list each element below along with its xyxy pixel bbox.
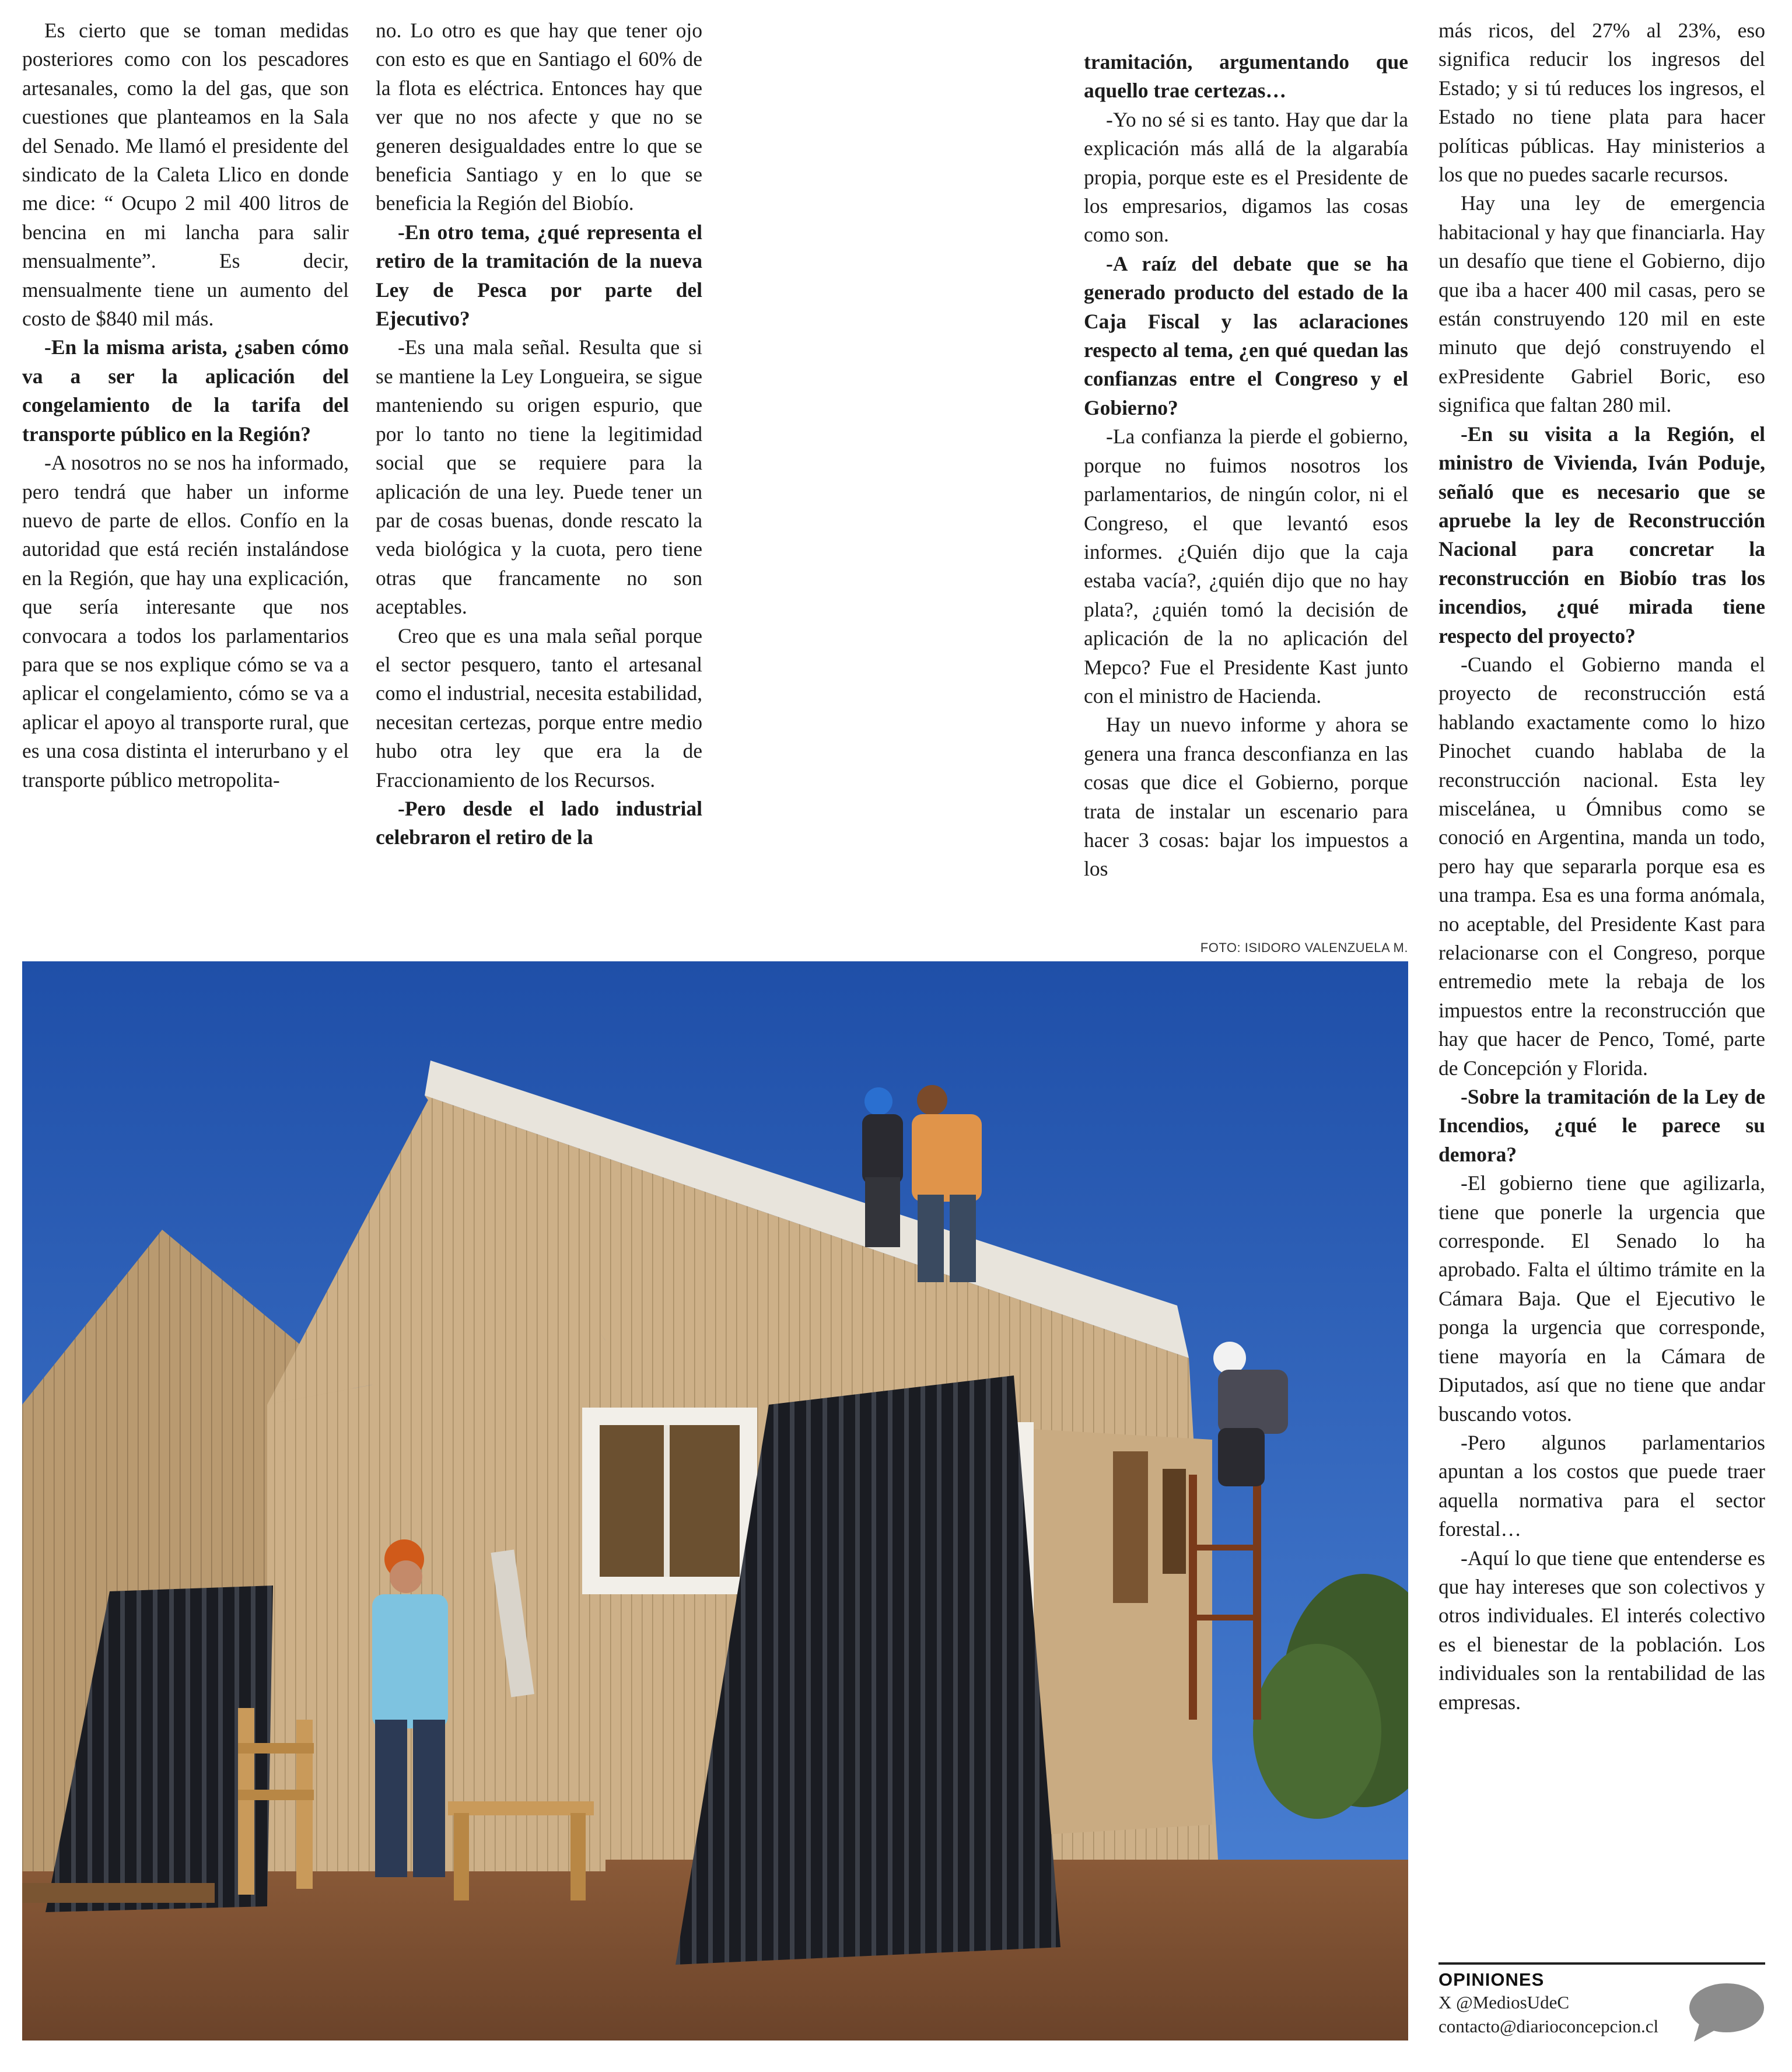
body-paragraph: Es cierto que se toman medidas posteriores como con los pescadores artesanales, como la del gas, que son cuestiones que planteamos en la Sala del Senado. Me llamó el presidente del sindicato de la Caleta Llico en donde me dice: “ Ocupo 2 mil 400 litros de bencina en mi lancha para salir mensualmente”. Es decir, mensualmente tiene un aumento del costo de $840 mil más. — [22, 19, 349, 331]
opinions-footer — [1438, 1962, 1765, 2038]
footer-email[interactable]: contacto@diarioconcepcion.cl — [1438, 2016, 1659, 2036]
question-paragraph: -Sobre la tramitación de la Ley de Incendios, ¿qué le parece su demora? — [1438, 1085, 1765, 1166]
body-paragraph: -Yo no sé si es tanto. Hay que dar la explicación más allá de la algarabía propia, porque este es el Presidente de los empresarios, digamos las cosas como son. — [1084, 107, 1408, 247]
body-paragraph: Creo que es una mala señal porque el sector pesquero, tanto el artesanal como el industrial, necesita estabilidad, necesitan certezas, porque entre medio hubo otra ley que era la de Fraccionamiento de los Recursos. — [376, 624, 702, 792]
body-paragraph: Hay un nuevo informe y ahora se genera una franca desconfianza en las cosas que dice el Gobierno, porque trata de instalar un escenario para hacer 3 cosas: bajar los impuestos a los — [1084, 713, 1408, 881]
question-paragraph: -En su visita a la Región, el ministro de Vivienda, Iván Poduje, señaló que es necesario que se apruebe la ley de Reconstrucción Nacional para concretar la reconstrucción en Biobío tras los incendios, ¿qué mirada tiene respecto del proyecto? — [1438, 422, 1765, 648]
body-paragraph: más ricos, del 27% al 23%, eso significa reducir los ingresos del Estado; y si tú reduces los ingresos, el Estado no tiene plata para hacer políticas públicas. Hay ministerios a los que no puedes sacarle recursos. — [1438, 19, 1765, 187]
body-paragraph: -Aquí lo que tiene que entenderse es que hay intereses que son colectivos y otros individuales. El interés colectivo es el bienestar de la población. Los individuales son la rentabilidad de las empresas. — [1438, 1546, 1765, 1714]
photo-credit: FOTO: ISIDORO VALENZUELA M. — [1200, 940, 1408, 955]
question-paragraph: tramitación, argumentando que aquello trae certezas… — [1084, 50, 1408, 103]
body-paragraph: -Es una mala señal. Resulta que si se mantiene la Ley Longueira, se sigue manteniendo su origen espurio, que por lo tanto no tiene la legitimidad social que se requiere para la aplicación de una ley. Puede tener un par de cosas buenas, donde rescato la veda biológica y la cuota, pero tiene otras que francamente no son aceptables. — [376, 335, 702, 619]
body-paragraph: Hay una ley de emergencia habitacional y hay que financiarla. Hay un desafío que tiene el Gobierno, dijo que iba a hacer 400 mil casas, pero se están construyendo 120 mil en este minuto que dejó construyendo el exPresidente Gabriel Boric, eso significa que faltan 280 mil. — [1438, 191, 1765, 417]
article-column-2 — [376, 16, 702, 852]
body-paragraph: -A nosotros no se nos ha informado, pero tendrá que haber un informe nuevo de parte de ellos. Confío en la autoridad que está recién instalándose en la Región, que hay una explicación, que sería interesante que nos convocara a todos los parlamentarios para que se nos explique cómo se va a aplicar el congelamiento, cómo se va a aplicar el apoyo al transporte rural, que es una cosa distinta el interurbano y el transporte público metropolita- — [22, 451, 349, 792]
article-column-4 — [1438, 16, 1765, 1717]
question-paragraph: -En la misma arista, ¿saben cómo va a ser la aplicación del congelamiento de la tarifa del transporte público en la Región? — [22, 335, 349, 446]
article-column-1 — [22, 16, 349, 794]
body-paragraph: -El gobierno tiene que agilizarla, tiene que ponerle la urgencia que corresponde. El Senado lo ha aprobado. Falta el último trámite en la Cámara Baja. Que el Ejecutivo le ponga la urgencia que corresponde, tiene mayoría en la Cámara de Diputados, así que no tiene que andar buscando votos. — [1438, 1171, 1765, 1426]
question-paragraph: -Pero desde el lado industrial celebraron el retiro de la — [376, 796, 702, 849]
article-column-3 — [1084, 48, 1408, 884]
body-paragraph: no. Lo otro es que hay que tener ojo con esto es que en Santiago el 60% de la flota es eléctrica. Entonces hay que ver que no nos afecte y que no se generen desigualdades entre lo que se beneficia Santiago y en lo que se beneficia la Región del Biobío. — [376, 19, 702, 215]
body-paragraph: -Pero algunos parlamentarios apuntan a los costos que puede traer aquella normativa para el sector forestal… — [1438, 1430, 1765, 1541]
footer-twitter[interactable]: X @MediosUdeC — [1438, 1992, 1570, 2013]
body-paragraph: -Cuando el Gobierno manda el proyecto de reconstrucción está hablando exactamente como lo hizo Pinochet cuando hablaba de la reconstrucción nacional. Esta ley miscelánea, u Ómnibus como se conoció en Argentina, manda un todo, pero hay que separarla porque esa es una trampa. Esa es una forma anómala, no aceptable, del Presidente Kast para relacionarse con el Congreso, porque entremedio mete la rebaja de los impuestos entre la reconstrucción que hay que hacer de Penco, Tomé, parte de Concepción y Florida. — [1438, 652, 1765, 1080]
question-paragraph: -A raíz del debate que se ha generado producto del estado de la Caja Fiscal y las aclaraciones respecto al tema, ¿en qué quedan las confianzas entre el Congreso y el Gobierno? — [1084, 251, 1408, 419]
question-paragraph: -En otro tema, ¿qué representa el retiro de la tramitación de la nueva Ley de Pesca por parte del Ejecutivo? — [376, 220, 702, 331]
body-paragraph: -La confianza la pierde el gobierno, porque no fuimos nosotros los parlamentarios, de ningún color, ni el Congreso, el que levantó esos informes. ¿Quién dijo que la caja estaba vacía?, ¿quién dijo que no hay plata?, ¿quién tomó la decisión de aplicación de la no aplicación del Mepco? Fue el Presidente Kast junto con el ministro de Hacienda. — [1084, 425, 1408, 708]
speech-bubble-icon — [1684, 1981, 1765, 2045]
footer-heading: OPINIONES — [1438, 1969, 1545, 1990]
construction-photo — [22, 961, 1408, 2041]
